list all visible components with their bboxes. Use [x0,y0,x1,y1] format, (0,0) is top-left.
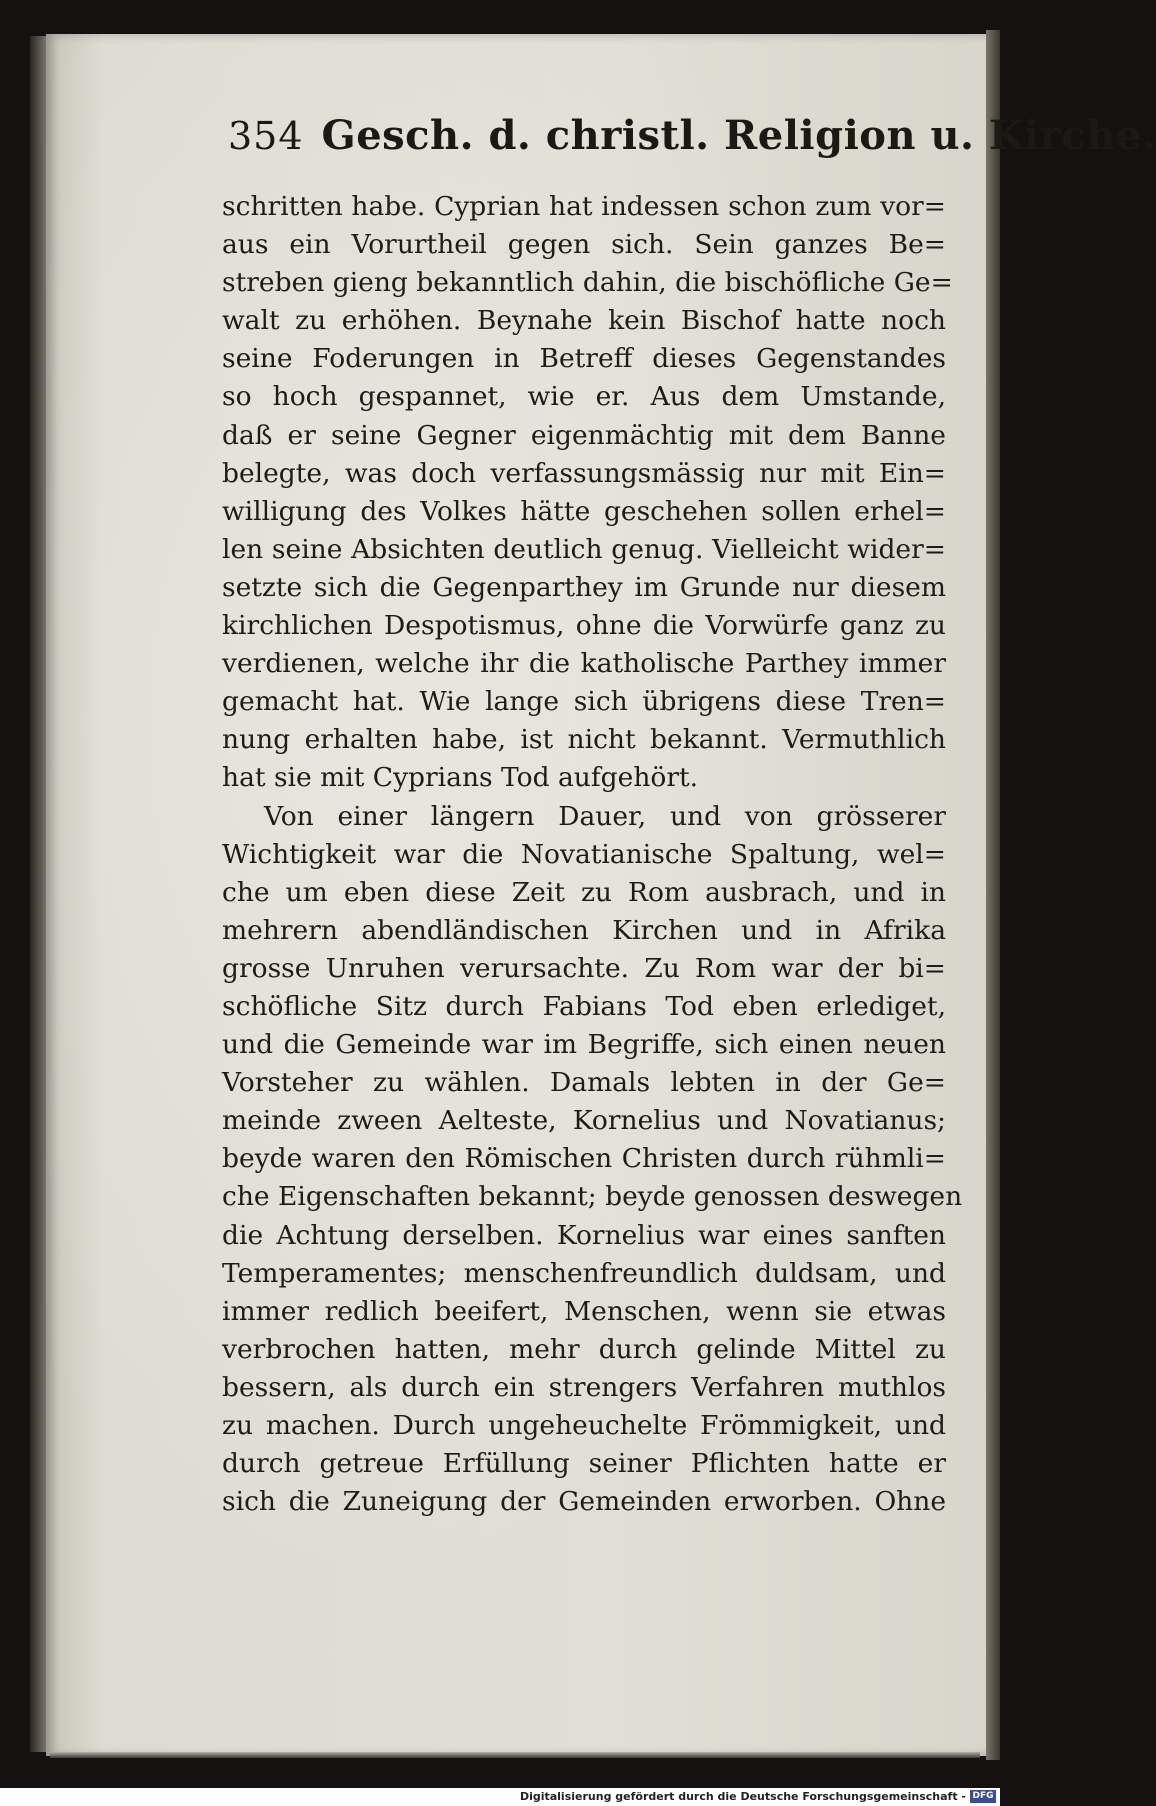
text-line: schritten habe. Cyprian hat indessen schon zum vor= [222,191,946,222]
text-line: kirchlichen Despotismus, ohne die Vorwürfe ganz zu [222,610,946,642]
text-line: so hoch gespannet, wie er. Aus dem Umstande, [222,381,946,413]
paragraph-end-line: hat sie mit Cyprians Tod aufgehört. [222,762,699,794]
text-line: Temperamentes; menschenfreundlich duldsam, und [222,1257,946,1289]
text-line: willigung des Volkes hätte geschehen sollen erhel= [222,495,946,527]
text-line: che um eben diese Zeit zu Rom ausbrach, und in [222,876,946,908]
body-text [222,188,963,1521]
text-line: sich die Zuneigung der Gemeinden erworben. Ohne [222,1486,946,1518]
page-edge [986,30,1000,1760]
text-line: durch getreue Erfüllung seiner Pflichten hatte er [222,1448,946,1480]
text-line: che Eigenschaften bekannt; beyde genossen deswegen [222,1181,963,1213]
text-line: verdienen, welche ihr die katholische Parthey immer [222,648,946,680]
paragraph-start-line: Von einer längern Dauer, und von grösserer [264,800,946,832]
text-line: gemacht hat. Wie lange sich übrigens diese Tren= [222,686,946,718]
text-line: streben gieng bekanntlich dahin, die bischöfliche Ge= [222,267,953,299]
page-number: 354 [228,114,304,158]
text-line: walt zu erhöhen. Beynahe kein Bischof hatte noch [222,305,946,337]
text-line: und die Gemeinde war im Begriffe, sich einen neuen [222,1029,946,1061]
text-line: nung erhalten habe, ist nicht bekannt. Vermuthlich [222,724,946,756]
text-line: daß er seine Gegner eigenmächtig mit dem Banne [222,419,946,451]
running-title: Gesch. d. christl. Religion u. Kirche. [321,112,1156,159]
text-line: setzte sich die Gegenparthey im Grunde nur diesem [222,571,946,603]
text-line: zu machen. Durch ungeheuchelte Frömmigkeit, und [222,1410,946,1441]
text-line: len seine Absichten deutlich genug. Vielleicht wider= [222,533,946,565]
text-line: schöfliche Sitz durch Fabians Tod eben erlediget, [222,990,946,1022]
text-line: die Achtung derselben. Kornelius war eines sanften [222,1219,946,1251]
text-line: verbrochen hatten, mehr durch gelinde Mittel zu [222,1333,946,1365]
text-line: seine Foderungen in Betreff dieses Gegenstandes [222,343,946,375]
text-line: belegte, was doch verfassungsmässig nur mit Ein= [222,457,946,489]
running-header [228,112,1156,168]
text-line: Wichtigkeit war die Novatianische Spaltung, wel= [222,838,946,870]
digitization-credit: Digitalisierung gefördert durch die Deutsche Forschungsgemeinschaft - [519,1790,966,1803]
page-bottom-edge [50,1752,980,1758]
text-line: immer redlich beeifert, Menschen, wenn sie etwas [222,1295,946,1327]
text-line: grosse Unruhen verursachte. Zu Rom war der bi= [222,952,946,984]
text-line: bessern, als durch ein strengers Verfahren muthlos [222,1371,946,1403]
text-line: beyde waren den Römischen Christen durch rühmli= [222,1143,946,1175]
text-line: meinde zween Aelteste, Kornelius und Novatianus; [222,1105,946,1137]
text-line: mehrern abendländischen Kirchen und in Afrika [222,914,946,946]
text-line: Vorsteher zu wählen. Damals lebten in der Ge= [222,1067,946,1099]
dfg-logo: DFG [970,1790,996,1803]
text-line: aus ein Vorurtheil gegen sich. Sein ganzes Be= [222,229,946,261]
